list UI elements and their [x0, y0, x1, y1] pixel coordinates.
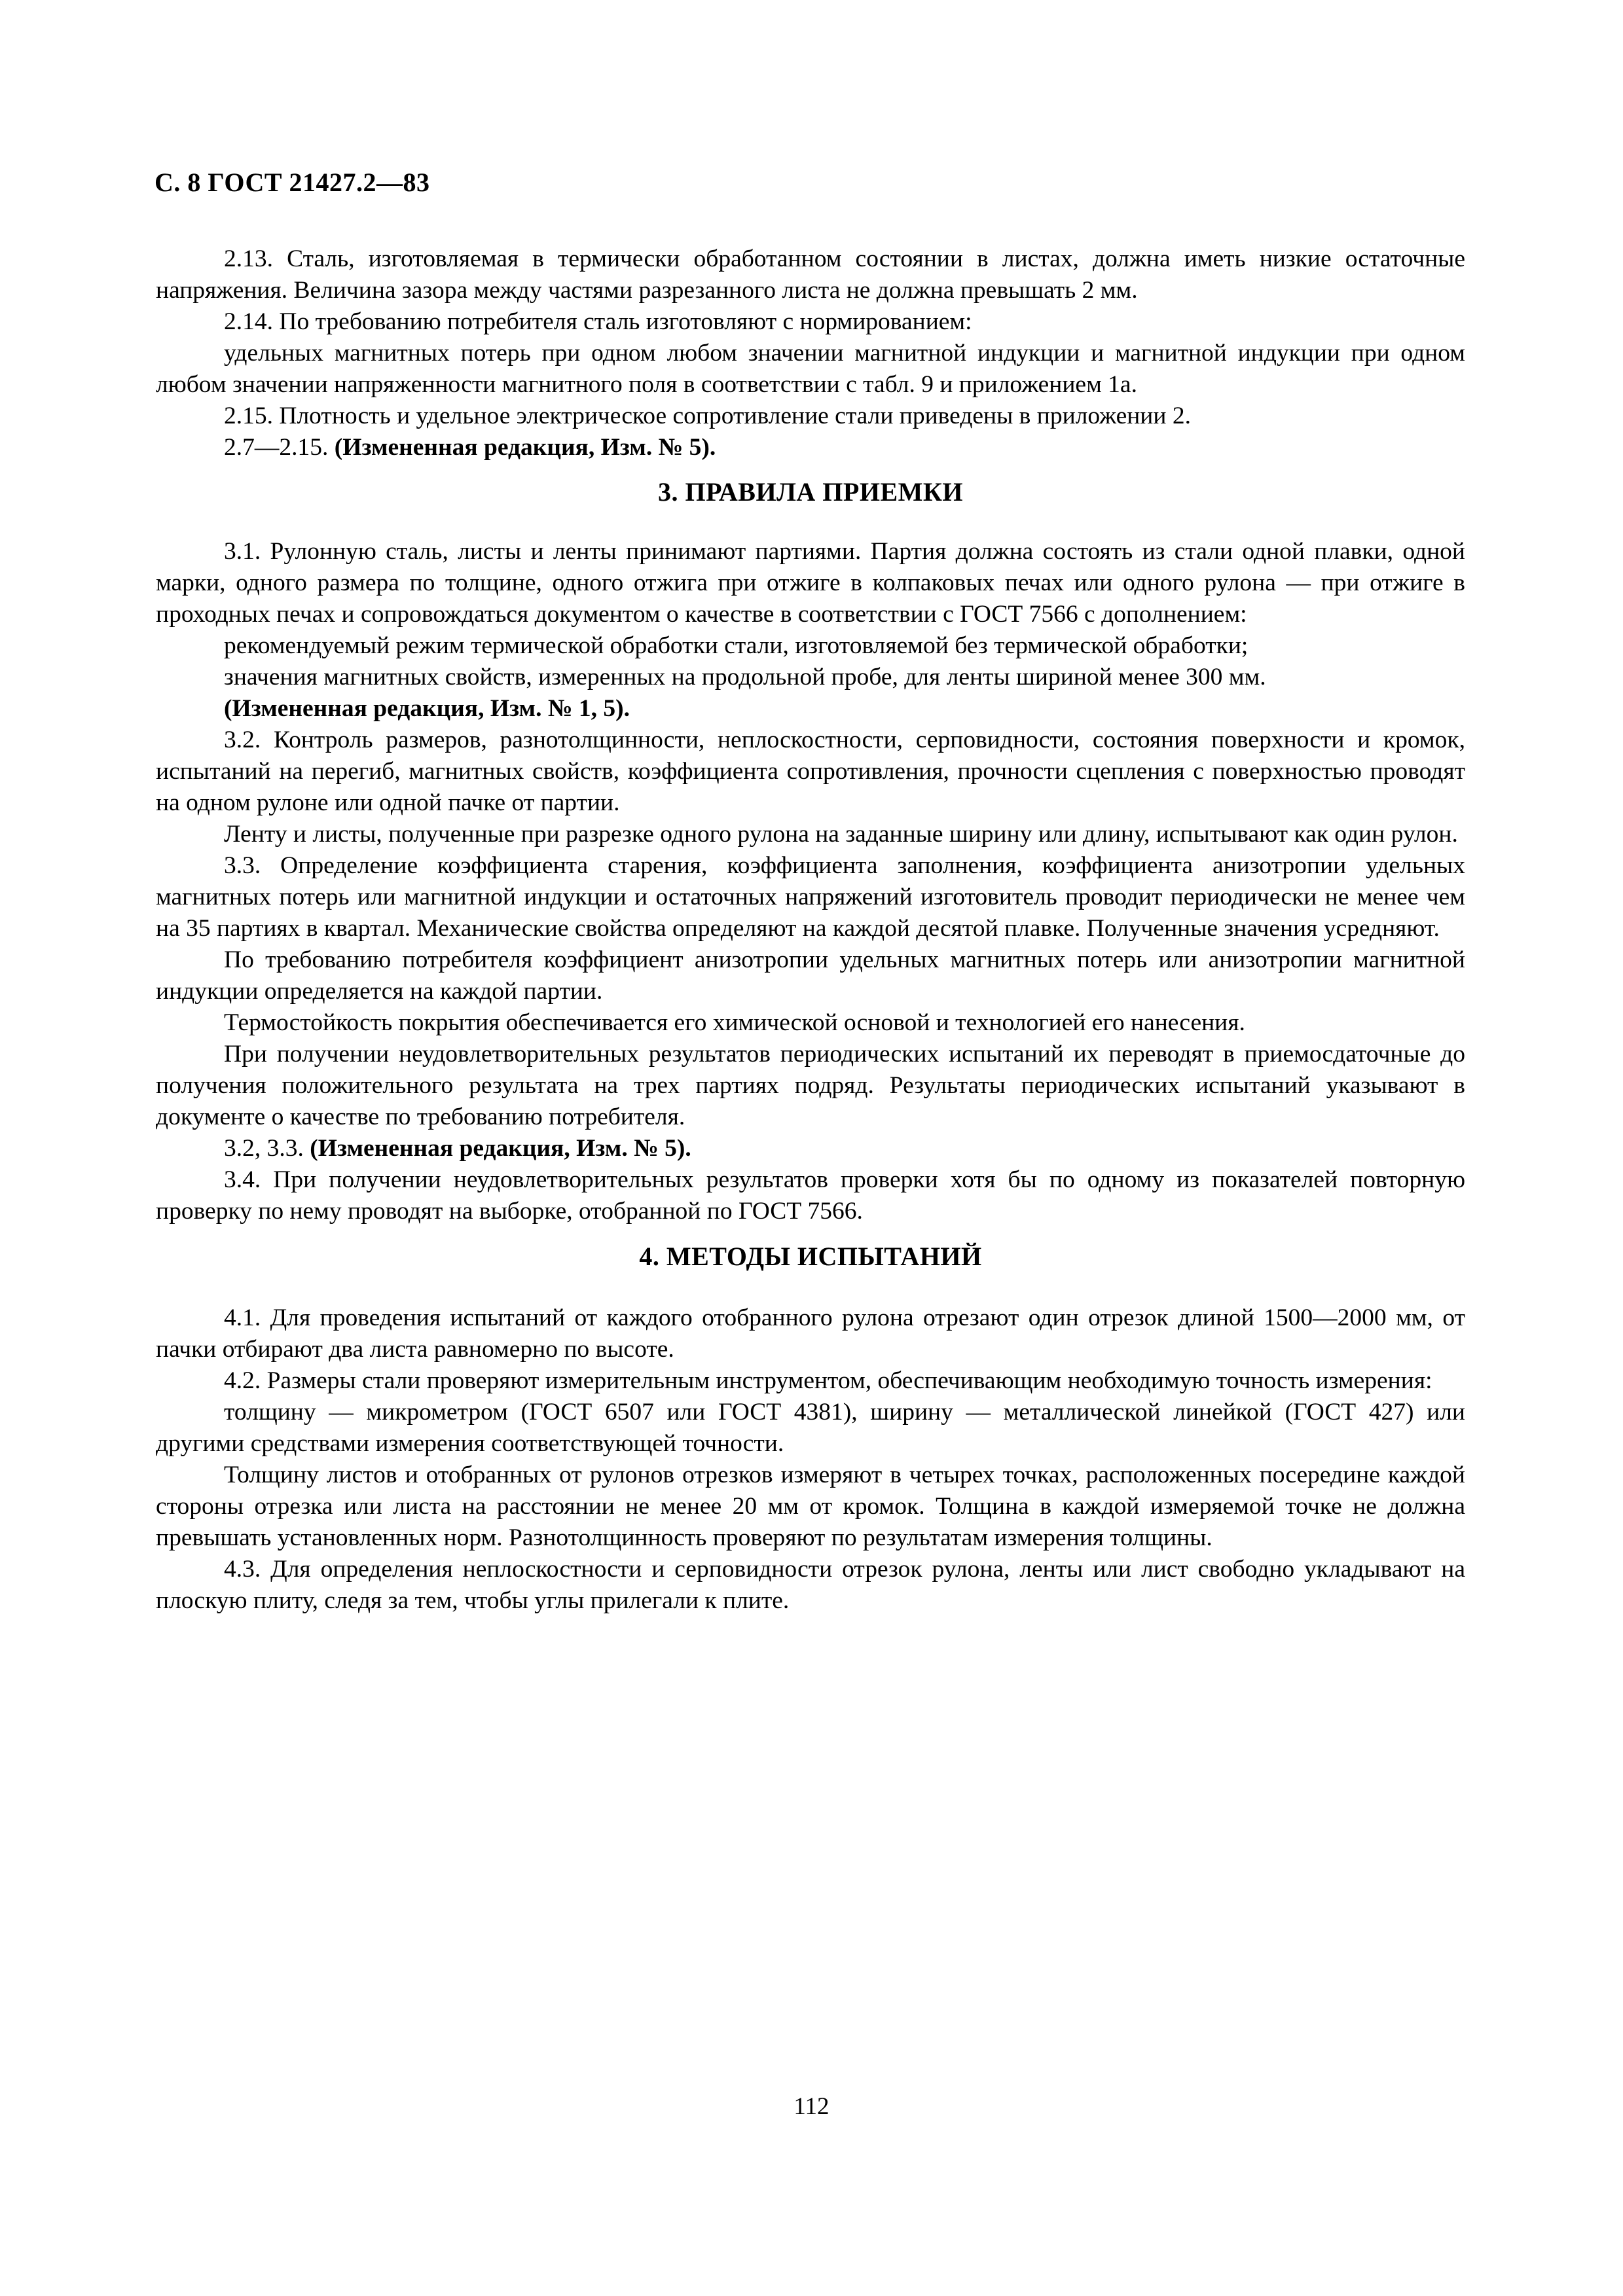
clause-2-13: 2.13. Сталь, изготовляемая в термически обработанном состоянии в листах, должна иметь низкие остаточные напряжения. Величина зазора между частями разрезанного листа не должна превышать 2 мм.	[156, 245, 1465, 304]
clause-3-2-note: Ленту и листы, полученные при разрезке одного рулона на заданные ширину или длину, испытывают как один рулон.	[224, 821, 1458, 848]
amendment-prefix: 3.2, 3.3.	[224, 1135, 310, 1162]
clause-4-1: 4.1. Для проведения испытаний от каждого отобранного рулона отрезают один отрезок длиной 1500—2000 мм, от пачки отбирают два листа равномерно по высоте.	[156, 1304, 1465, 1363]
amendment-prefix: 2.7—2.15.	[224, 434, 335, 461]
document-body	[156, 243, 1465, 1617]
amendment-text: (Измененная редакция, Изм. № 1, 5).	[224, 695, 630, 722]
page-number: 112	[793, 2093, 830, 2120]
amendment-note	[156, 693, 1465, 725]
amendment-note	[156, 432, 1465, 463]
clause-2-14: 2.14. По требованию потребителя сталь изготовляют с нормированием:	[224, 308, 972, 335]
clause-3-3-para-2: По требованию потребителя коэффициент анизотропии удельных магнитных потерь или анизотропии магнитной индукции определяется на каждой партии.	[156, 946, 1465, 1005]
clause-4-3: 4.3. Для определения неплоскостности и серповидности отрезок рулона, ленты или лист свободно укладывают на плоскую плиту, следя за тем, чтобы углы прилегали к плите.	[156, 1556, 1465, 1614]
clause-3-1-item-1: рекомендуемый режим термической обработки стали, изготовляемой без термической обработки;	[224, 632, 1249, 659]
clause-2-14-item: удельных магнитных потерь при одном любом значении магнитной индукции и магнитной индукции при одном любом значении напряженности магнитного поля в соответствии с табл. 9 и приложением 1а.	[156, 340, 1465, 398]
clause-2-15: 2.15. Плотность и удельное электрическое сопротивление стали приведены в приложении 2.	[224, 403, 1191, 429]
clause-3-1: 3.1. Рулонную сталь, листы и ленты принимают партиями. Партия должна состоять из стали одной плавки, одной марки, одного размера по толщине, одного отжига при отжиге в колпаковых печах или одного рулона — при отжиге в проходных печах и сопровождаться документом о качестве в соответствии с ГОСТ 7566 с дополнением:	[156, 538, 1465, 628]
clause-3-1-item-2: значения магнитных свойств, измеренных на продольной пробе, для ленты шириной менее 300 мм.	[224, 664, 1266, 691]
clause-3-3-para-4: При получении неудовлетворительных результатов периодических испытаний их переводят в приемосдаточные до получения положительного результата на трех партиях подряд. Результаты периодических испытаний указывают в документе о качестве по требованию потребителя.	[156, 1041, 1465, 1130]
clause-4-2: 4.2. Размеры стали проверяют измерительным инструментом, обеспечивающим необходимую точность измерения:	[224, 1367, 1432, 1394]
section-3-title: 3. ПРАВИЛА ПРИЕМКИ	[657, 477, 963, 507]
clause-3-4: 3.4. При получении неудовлетворительных результатов проверки хотя бы по одному из показателей повторную проверку по нему проводят на выборке, отобранной по ГОСТ 7566.	[156, 1166, 1465, 1225]
amendment-note	[156, 1133, 1465, 1164]
clause-4-2-para-2: Толщину листов и отобранных от рулонов отрезков измеряют в четырех точках, расположенных посередине каждой стороны отрезка или листа на расстоянии не менее 20 мм от кромок. Толщина в каждой измеряемой точке не должна превышать установленных норм. Разнотолщинность проверяют по результатам измерения толщины.	[156, 1462, 1465, 1551]
clause-3-2: 3.2. Контроль размеров, разнотолщинности, неплоскостности, серповидности, состояния поверхности и кромок, испытаний на перегиб, магнитных свойств, коэффициента сопротивления, прочности сцепления с поверхностью проводят на одном рулоне или одной пачке от партии.	[156, 726, 1465, 816]
amendment-text: (Измененная редакция, Изм. № 5).	[310, 1135, 691, 1162]
clause-3-3-para-3: Термостойкость покрытия обеспечивается его химической основой и технологией его нанесения.	[224, 1009, 1245, 1036]
section-4-title: 4. МЕТОДЫ ИСПЫТАНИЙ	[639, 1242, 982, 1271]
clause-3-3: 3.3. Определение коэффициента старения, коэффициента заполнения, коэффициента анизотропии удельных магнитных потерь или магнитной индукции и остаточных напряжений изготовитель проводит периодически не менее чем на 35 партиях в квартал. Механические свойства определяют на каждой десятой плавке. Полученные значения усредняют.	[156, 852, 1465, 942]
amendment-text: (Измененная редакция, Изм. № 5).	[334, 434, 716, 461]
running-header: С. 8 ГОСТ 21427.2—83	[155, 168, 430, 197]
clause-4-2-item: толщину — микрометром (ГОСТ 6507 или ГОСТ 4381), ширину — металлической линейкой (ГОСТ 427) или другими средствами измерения соответствующей точности.	[156, 1399, 1465, 1457]
